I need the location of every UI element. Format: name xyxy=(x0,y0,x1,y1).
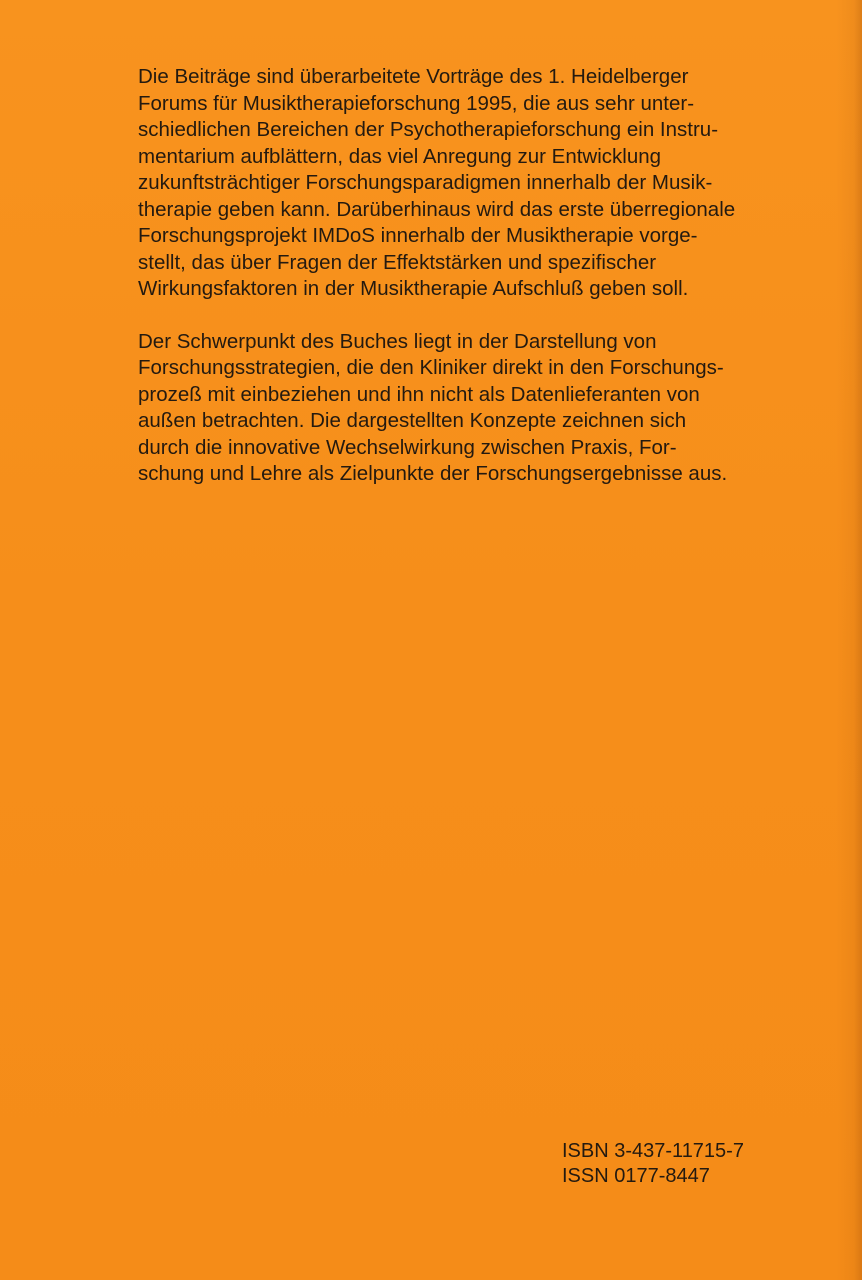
text-line: Forschungsstrategien, die den Kliniker direkt in den Forschungs- xyxy=(138,356,724,379)
text-line: schung und Lehre als Zielpunkte der Forschungsergebnisse aus. xyxy=(138,462,728,485)
text-line: Forums für Musiktherapieforschung 1995, die aus sehr unter- xyxy=(138,91,695,115)
issn-number: ISSN 0177-8447 xyxy=(562,1165,710,1187)
blurb-paragraph-1 xyxy=(138,64,778,303)
blurb-text xyxy=(138,64,778,488)
text-line: Die Beiträge sind überarbeitete Vorträge des 1. Heidelberger xyxy=(138,65,689,88)
cover-edge-shadow xyxy=(854,0,862,1280)
text-line: außen betrachten. Die dargestellten Konzepte zeichnen sich xyxy=(138,409,687,432)
isbn-number: ISBN 3-437-11715-7 xyxy=(562,1140,744,1162)
text-line: Der Schwerpunkt des Buches liegt in der Darstellung von xyxy=(138,329,657,353)
text-line: mentarium aufblättern, das viel Anregung zur Entwicklung xyxy=(138,144,662,168)
text-line: Forschungsprojekt IMDoS innerhalb der Musiktherapie vorge- xyxy=(138,224,698,247)
text-line: zukunftsträchtiger Forschungsparadigmen innerhalb der Musik- xyxy=(138,171,713,194)
text-line: therapie geben kann. Darüberhinaus wird das erste überregionale xyxy=(138,197,736,221)
text-line: Wirkungsfaktoren in der Musiktherapie Aufschluß geben soll. xyxy=(138,277,689,300)
publication-codes xyxy=(562,1139,744,1189)
text-line: schiedlichen Bereichen der Psychotherapieforschung ein Instru- xyxy=(138,118,719,141)
text-line: stellt, das über Fragen der Effektstärken und spezifischer xyxy=(138,250,657,274)
text-line: prozeß mit einbeziehen und ihn nicht als Datenlieferanten von xyxy=(138,382,700,406)
text-line: durch die innovative Wechselwirkung zwischen Praxis, For- xyxy=(138,435,677,459)
blurb-paragraph-2 xyxy=(138,329,778,488)
